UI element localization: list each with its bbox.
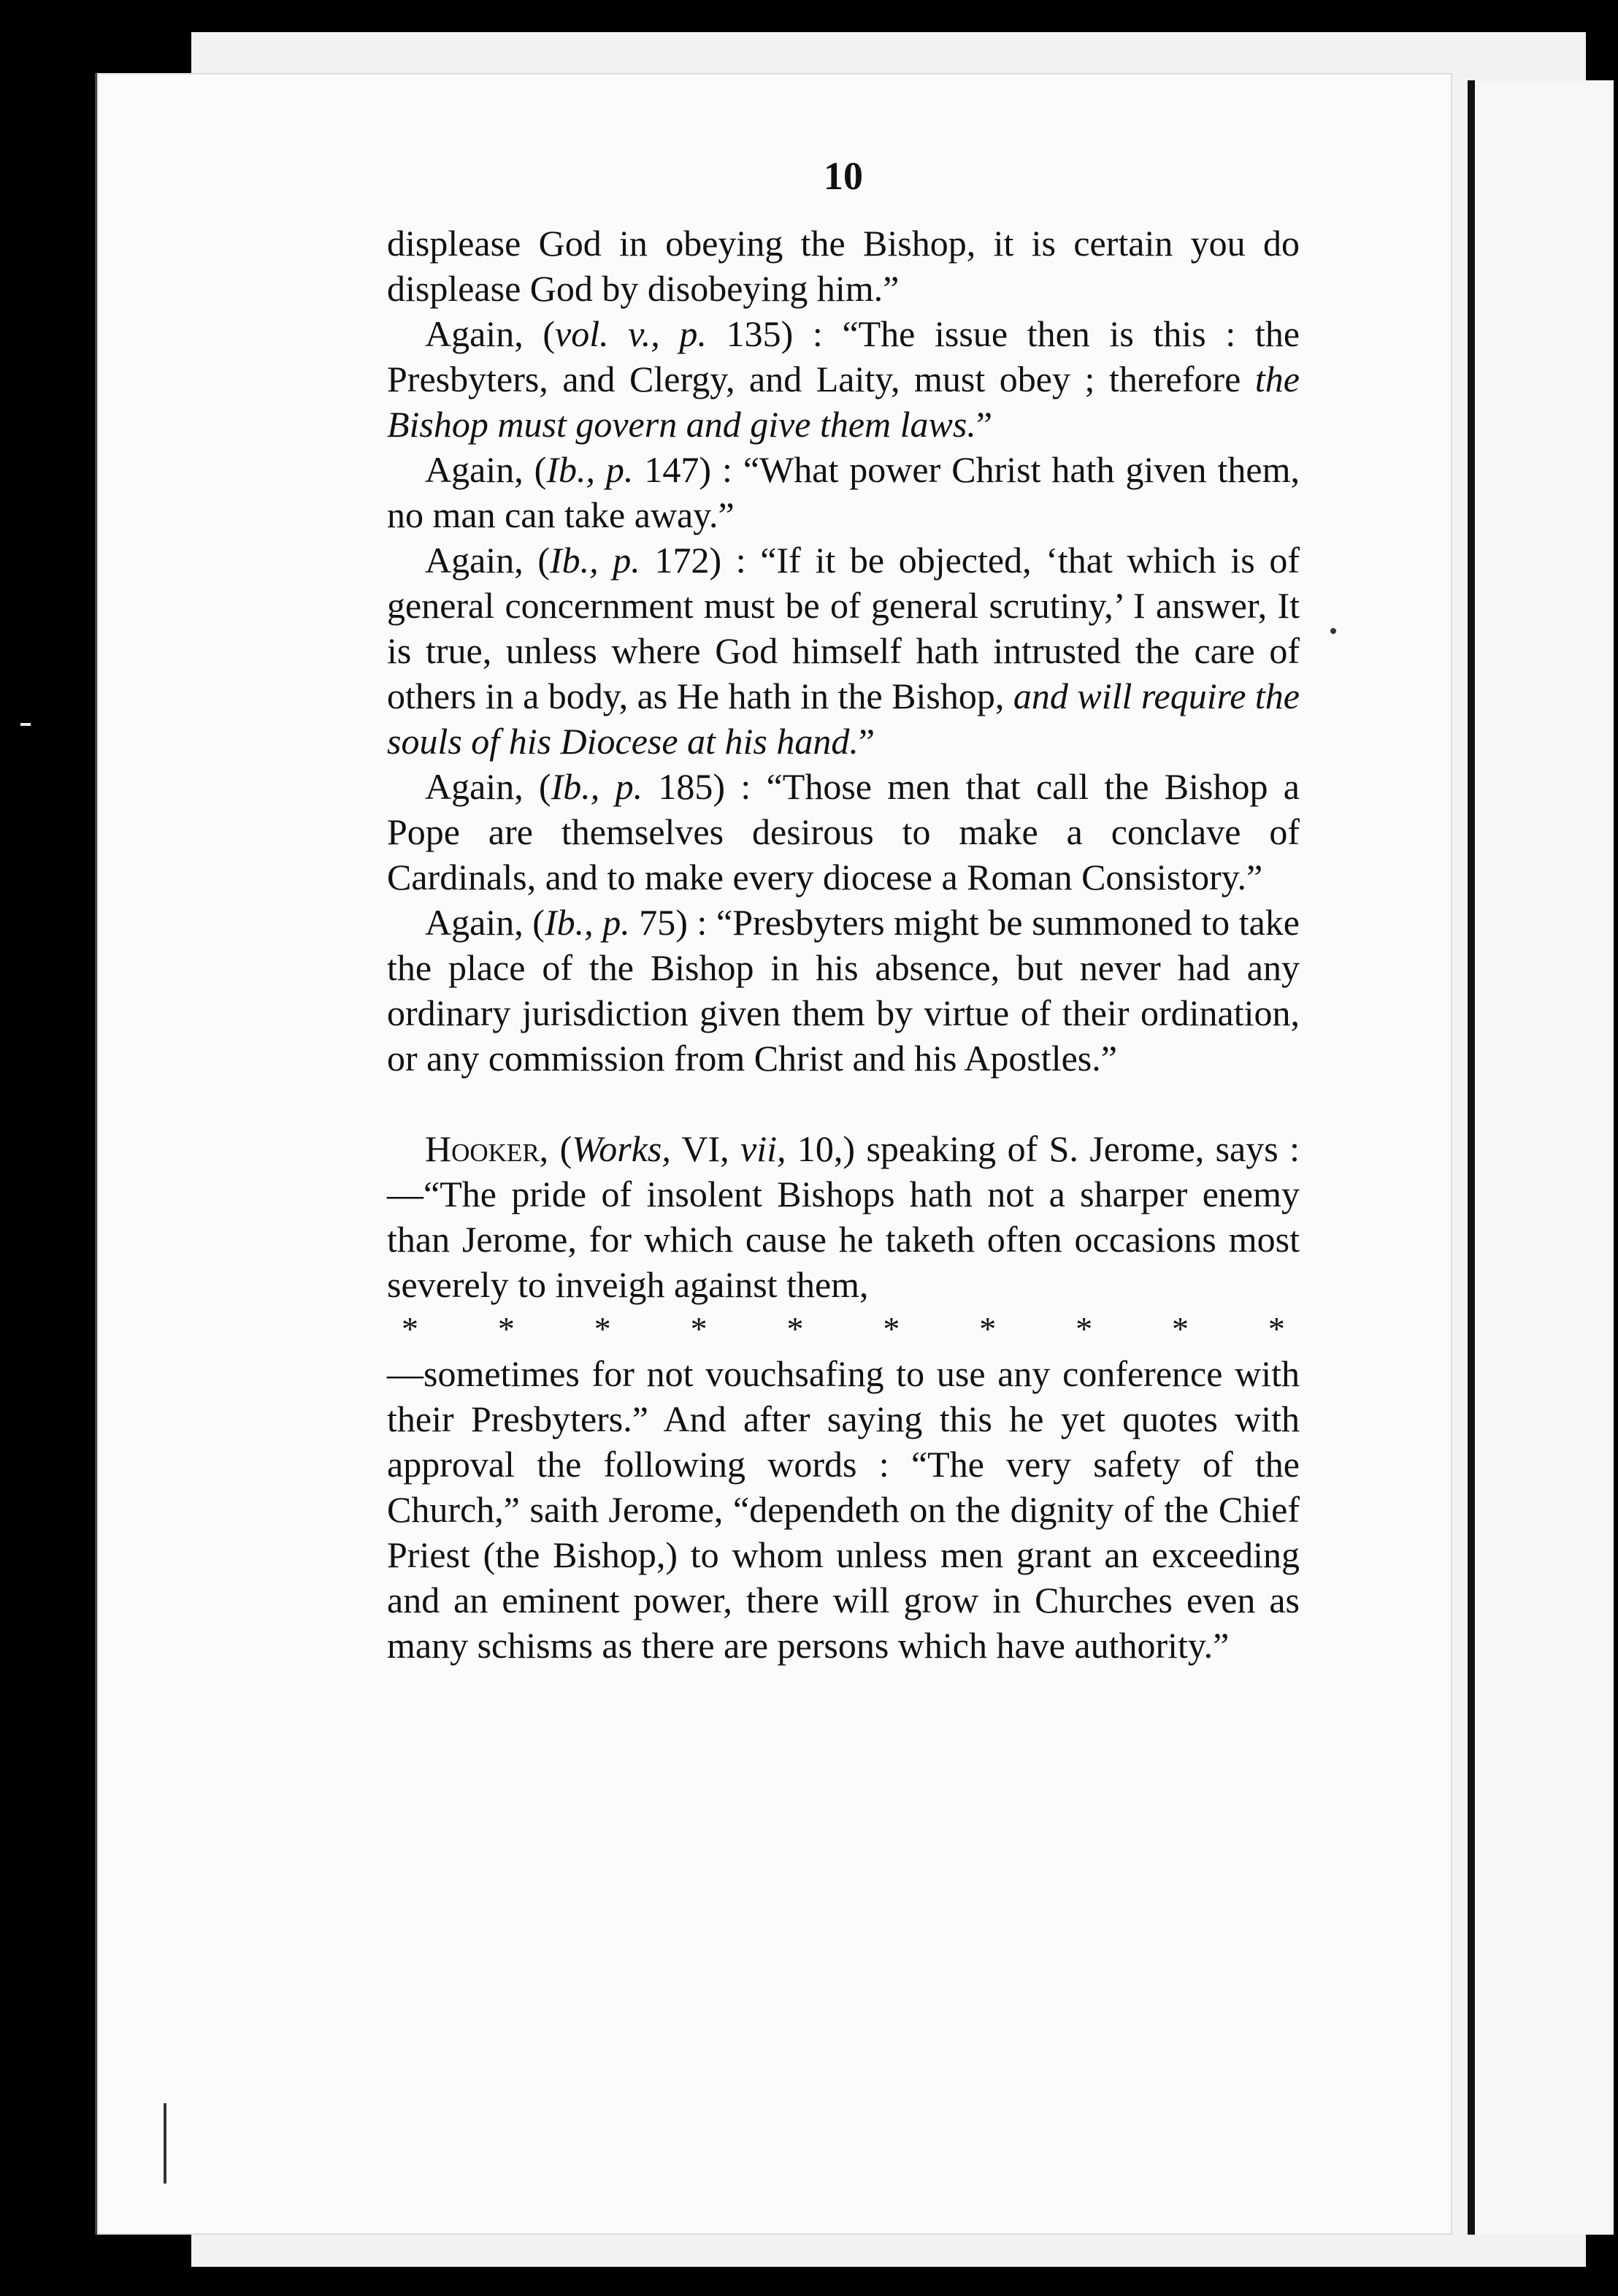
star-glyph: * bbox=[1268, 1310, 1285, 1347]
italic-text: Ib., p. bbox=[546, 449, 634, 490]
paragraph bbox=[387, 311, 1300, 447]
ellipsis-stars bbox=[387, 1310, 1300, 1348]
text-run: Again, ( bbox=[425, 540, 550, 581]
italic-text: Ib., p. bbox=[550, 540, 640, 581]
text-run: VI, bbox=[670, 1128, 741, 1169]
text-run: Again, ( bbox=[425, 449, 547, 490]
hooker-paragraph bbox=[387, 1126, 1300, 1307]
star-glyph: * bbox=[690, 1310, 708, 1347]
star-glyph: * bbox=[979, 1310, 997, 1347]
adjacent-page-edge bbox=[1468, 80, 1614, 2235]
paragraph bbox=[387, 447, 1300, 537]
paragraph: —sometimes for not vouchsafing to use any conference with their Presbyters.” And after saying this he yet quotes with approval the following words : “The very safety of the Church,” saith Jerome, “dependeth on the dignity of the Chief Priest (the Bishop,) to whom unless men grant an exceeding and an eminent power, there will grow in Churches even as many schisms as there are persons which have authority.” bbox=[387, 1353, 1300, 1666]
italic-text: Works, bbox=[572, 1128, 671, 1169]
italic-text: the Bishop must govern and give them laws. bbox=[387, 359, 1300, 445]
italic-text: Ib., p. bbox=[551, 766, 643, 807]
text-run: 185) : “Those men that call the Bishop a Pope are themselves desirous to make a conclave of Cardinals, and to make every diocese a Roman Consistory.” bbox=[387, 766, 1300, 898]
star-glyph: * bbox=[883, 1310, 900, 1347]
star-glyph: * bbox=[497, 1310, 515, 1347]
text-run: Again, ( bbox=[425, 313, 556, 354]
section-gap bbox=[387, 1081, 1300, 1126]
text-run: 172) : “If it be objected, ‘that which is of general concernment must be of general scrutiny,’ I answer, It is true, unless where God himself hath intrusted the care of others in a body, as He hath in the Bishop, bbox=[387, 540, 1300, 716]
star-glyph: * bbox=[786, 1310, 804, 1347]
text-run: ” bbox=[975, 404, 993, 445]
text-run: Again, ( bbox=[425, 766, 551, 807]
text-run: , ( bbox=[539, 1128, 572, 1169]
italic-text: vol. v., p. bbox=[555, 313, 707, 354]
italic-text: and will require the souls of his Diocese at his hand. bbox=[387, 676, 1300, 762]
paragraph bbox=[387, 764, 1300, 900]
page-fold-mark bbox=[164, 2103, 166, 2184]
author-name: Hooker bbox=[425, 1128, 540, 1169]
text-run: displease God in obeying the Bishop, it is certain you do displease God by disobeying him.” bbox=[387, 223, 1300, 309]
italic-text: Ib., p. bbox=[544, 902, 630, 943]
text-run: Again, ( bbox=[425, 902, 545, 943]
scan-artifact bbox=[20, 723, 31, 726]
paragraph bbox=[387, 221, 1300, 311]
star-glyph: * bbox=[1076, 1310, 1093, 1347]
page-number: 10 bbox=[824, 154, 863, 198]
paragraph bbox=[387, 537, 1300, 764]
paragraph bbox=[387, 900, 1300, 1081]
text-run: 10,) speaking of S. Jerome, says :—“The pride of insolent Bishops hath not a sharper enemy than Jerome, for which cause he taketh often occasions most severely to inveigh against them, bbox=[387, 1128, 1300, 1305]
star-glyph: * bbox=[594, 1310, 611, 1347]
text-run: ” bbox=[858, 721, 875, 762]
star-glyph: * bbox=[402, 1310, 418, 1347]
text-run: 135) : “The issue then is this : the Presbyters, and Clergy, and Laity, must obey ; therefore bbox=[387, 313, 1300, 399]
italic-text: vii, bbox=[740, 1128, 786, 1169]
text-run: 75) : “Presbyters might be summoned to take the place of the Bishop in his absence, but never had any ordinary jurisdiction given them by virtue of their ordination, or any commission from Christ and his Apostles.” bbox=[387, 902, 1300, 1079]
star-glyph: * bbox=[1172, 1310, 1189, 1347]
ink-speck bbox=[1330, 628, 1336, 634]
page-text bbox=[387, 153, 1300, 1668]
text-run: 147) : “What power Christ hath given them, no man can take away.” bbox=[387, 449, 1300, 535]
